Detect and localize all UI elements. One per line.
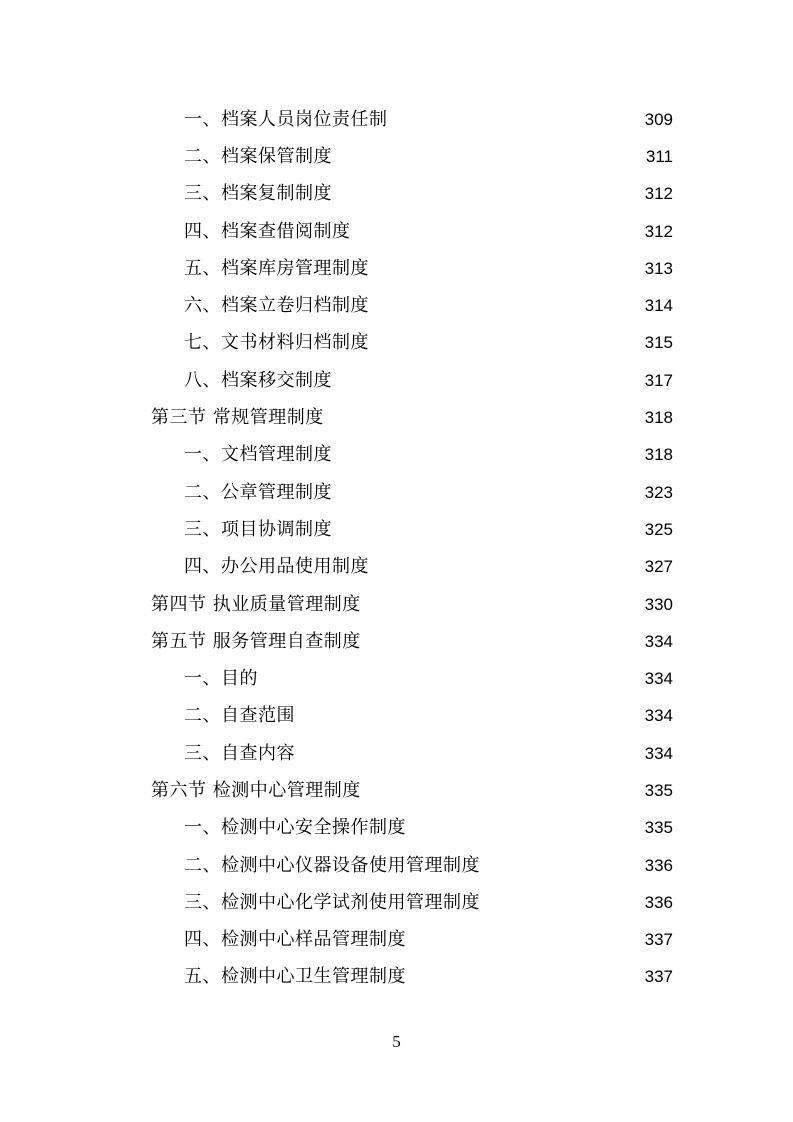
dot-leader	[364, 595, 637, 617]
dot-leader	[261, 669, 637, 691]
toc-entry-title: 第四节 执业质量管理制度	[151, 593, 361, 615]
dot-leader	[327, 408, 637, 430]
toc-entry-page: 335	[644, 780, 673, 800]
toc-entry-title: 三、自查内容	[184, 742, 295, 764]
toc-entry-title: 三、档案复制制度	[184, 183, 332, 205]
toc-entry-page: 323	[644, 482, 673, 502]
toc-entry-page: 334	[644, 706, 673, 726]
dot-leader	[354, 222, 638, 244]
toc-section-entry[interactable]	[0, 586, 793, 623]
toc-entry-page: 334	[644, 669, 673, 689]
toc-entry-page: 335	[644, 818, 673, 838]
toc-entry[interactable]	[0, 884, 793, 921]
toc-entry-page: 311	[645, 146, 673, 166]
toc-entry[interactable]	[0, 847, 793, 884]
toc-entry-page: 317	[644, 370, 673, 390]
toc-entry-page: 336	[644, 855, 673, 875]
dot-leader	[372, 557, 637, 579]
dot-leader	[409, 818, 637, 840]
dot-leader	[372, 259, 637, 281]
toc-entry[interactable]	[0, 959, 793, 996]
toc-entry[interactable]	[0, 213, 793, 250]
toc-entry-title: 二、档案保管制度	[184, 145, 332, 167]
dot-leader	[364, 781, 637, 803]
dot-leader	[335, 483, 637, 505]
toc-entry-title: 一、目的	[184, 668, 258, 690]
toc-entry[interactable]	[0, 735, 793, 772]
dot-leader	[409, 930, 637, 952]
toc-entry[interactable]	[0, 810, 793, 847]
toc-entry-page: 313	[644, 258, 673, 278]
toc-section-entry[interactable]	[0, 772, 793, 809]
toc-section-entry[interactable]	[0, 399, 793, 436]
toc-entry[interactable]	[0, 138, 793, 175]
dot-leader	[335, 371, 637, 393]
toc-entry-title: 五、检测中心卫生管理制度	[184, 966, 406, 988]
toc-entry-title: 一、文档管理制度	[184, 444, 332, 466]
dot-leader	[483, 893, 637, 915]
dot-leader	[483, 856, 637, 878]
toc-entry-title: 第五节 服务管理自查制度	[151, 630, 361, 652]
toc-entry[interactable]	[0, 287, 793, 324]
toc-entry-page: 337	[644, 930, 673, 950]
toc-entry-page: 334	[644, 631, 673, 651]
toc-entry-title: 二、自查范围	[184, 705, 295, 727]
toc-entry[interactable]	[0, 250, 793, 287]
dot-leader	[372, 333, 637, 355]
toc-entry-page: 312	[644, 184, 673, 204]
dot-leader	[372, 296, 637, 318]
toc-entry-title: 一、档案人员岗位责任制	[184, 108, 388, 130]
dot-leader	[335, 184, 637, 206]
toc-entry[interactable]	[0, 660, 793, 697]
toc-entry-page: 315	[644, 333, 673, 353]
dot-leader	[335, 520, 637, 542]
toc-entry[interactable]	[0, 325, 793, 362]
toc-entry-page: 312	[644, 221, 673, 241]
toc-entry-title: 第六节 检测中心管理制度	[151, 779, 361, 801]
toc-entry[interactable]	[0, 474, 793, 511]
toc-entry-title: 三、检测中心化学试剂使用管理制度	[184, 891, 480, 913]
toc-entry-title: 六、档案立卷归档制度	[184, 295, 369, 317]
page-number: 5	[392, 1032, 401, 1051]
toc-entry-title: 二、公章管理制度	[184, 481, 332, 503]
table-of-contents	[0, 101, 793, 996]
toc-entry-title: 四、检测中心样品管理制度	[184, 929, 406, 951]
dot-leader	[391, 110, 638, 132]
toc-section-entry[interactable]	[0, 623, 793, 660]
toc-entry-page: 314	[644, 296, 673, 316]
toc-entry-title: 七、文书材料归档制度	[184, 332, 369, 354]
dot-leader	[335, 147, 637, 169]
toc-entry-title: 四、档案查借阅制度	[184, 220, 351, 242]
toc-entry-page: 330	[644, 594, 673, 614]
toc-entry[interactable]	[0, 549, 793, 586]
toc-entry[interactable]	[0, 511, 793, 548]
toc-entry-page: 325	[644, 519, 673, 539]
toc-entry[interactable]	[0, 101, 793, 138]
toc-entry-page: 334	[644, 743, 673, 763]
dot-leader	[364, 632, 637, 654]
toc-entry-page: 337	[644, 967, 673, 987]
toc-entry-title: 三、项目协调制度	[184, 518, 332, 540]
toc-entry-page: 327	[644, 557, 673, 577]
toc-entry-title: 四、办公用品使用制度	[184, 556, 369, 578]
toc-entry-title: 五、档案库房管理制度	[184, 257, 369, 279]
toc-entry[interactable]	[0, 362, 793, 399]
toc-entry-title: 第三节 常规管理制度	[151, 407, 324, 429]
toc-entry[interactable]	[0, 176, 793, 213]
toc-entry-page: 309	[644, 109, 673, 129]
toc-entry[interactable]	[0, 437, 793, 474]
toc-entry-title: 一、检测中心安全操作制度	[184, 817, 406, 839]
dot-leader	[409, 967, 637, 989]
dot-leader	[298, 744, 637, 766]
toc-entry[interactable]	[0, 698, 793, 735]
toc-entry-title: 二、检测中心仪器设备使用管理制度	[184, 854, 480, 876]
dot-leader	[298, 706, 637, 728]
dot-leader	[335, 445, 637, 467]
toc-entry-page: 318	[644, 445, 673, 465]
toc-entry-page: 318	[644, 408, 673, 428]
toc-entry[interactable]	[0, 922, 793, 959]
toc-entry-title: 八、档案移交制度	[184, 369, 332, 391]
toc-entry-page: 336	[644, 892, 673, 912]
